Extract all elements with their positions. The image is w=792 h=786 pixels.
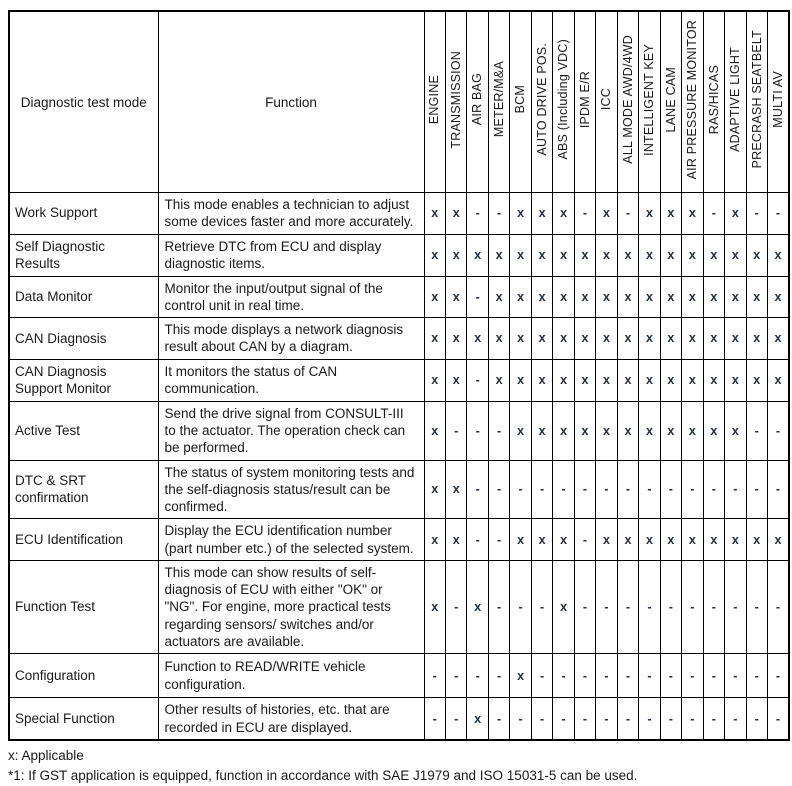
header-function: Function bbox=[158, 11, 424, 193]
header-diagnostic-test-mode: Diagnostic test mode bbox=[9, 11, 158, 193]
applicability-mark-cell: x bbox=[746, 234, 767, 276]
applicability-mark-cell: x bbox=[617, 234, 638, 276]
applicability-mark-cell: x bbox=[467, 698, 488, 740]
system-column-header bbox=[703, 11, 724, 193]
applicability-mark-cell: x bbox=[725, 401, 746, 460]
footnotes bbox=[8, 746, 790, 786]
applicability-mark-cell: - bbox=[703, 698, 724, 740]
applicability-mark-cell: x bbox=[703, 401, 724, 460]
applicability-mark-cell: x bbox=[510, 318, 531, 360]
system-label: BCM bbox=[513, 85, 528, 114]
applicability-mark-cell: x bbox=[725, 234, 746, 276]
applicability-mark-cell: x bbox=[424, 560, 445, 653]
system-column-header bbox=[617, 11, 638, 193]
applicability-mark-cell: x bbox=[768, 234, 790, 276]
applicability-mark-cell: x bbox=[467, 234, 488, 276]
applicability-mark-cell: - bbox=[574, 654, 595, 698]
applicability-mark-cell: x bbox=[424, 193, 445, 235]
diagnostic-mode-cell: CAN Diagnosis bbox=[9, 318, 158, 360]
applicability-mark-cell: - bbox=[639, 654, 660, 698]
applicability-mark-cell: - bbox=[488, 560, 509, 653]
applicability-mark-cell: - bbox=[467, 460, 488, 519]
applicability-mark-cell: - bbox=[682, 460, 703, 519]
applicability-mark-cell: x bbox=[682, 234, 703, 276]
applicability-mark-cell: x bbox=[768, 519, 790, 561]
applicability-mark-cell: x bbox=[703, 359, 724, 401]
applicability-mark-cell: x bbox=[445, 519, 466, 561]
applicability-mark-cell: - bbox=[660, 560, 681, 653]
applicability-mark-cell: x bbox=[768, 359, 790, 401]
applicability-mark-cell: x bbox=[424, 460, 445, 519]
system-column-header bbox=[510, 11, 531, 193]
applicability-mark-cell: - bbox=[488, 698, 509, 740]
function-cell: Retrieve DTC from ECU and display diagnostic items. bbox=[158, 234, 424, 276]
applicability-mark-cell: x bbox=[574, 234, 595, 276]
applicability-mark-cell: - bbox=[746, 654, 767, 698]
applicability-mark-cell: x bbox=[574, 276, 595, 318]
applicability-mark-cell: - bbox=[531, 654, 552, 698]
applicability-mark-cell: - bbox=[510, 560, 531, 653]
applicability-mark-cell: x bbox=[424, 276, 445, 318]
applicability-mark-cell: - bbox=[488, 193, 509, 235]
applicability-mark-cell: x bbox=[617, 276, 638, 318]
applicability-mark-cell: x bbox=[488, 276, 509, 318]
applicability-mark-cell: x bbox=[682, 401, 703, 460]
applicability-mark-cell: x bbox=[488, 318, 509, 360]
applicability-mark-cell: - bbox=[660, 460, 681, 519]
system-column-header bbox=[553, 11, 574, 193]
footnote-gst: *1: If GST application is equipped, function in accordance with SAE J1979 and ISO 15031-5 can be used. bbox=[8, 768, 638, 784]
applicability-mark-cell: x bbox=[510, 401, 531, 460]
applicability-mark-cell: - bbox=[725, 460, 746, 519]
system-label: IPDM E/R bbox=[577, 70, 592, 129]
footnote-applicable: x: Applicable bbox=[8, 747, 84, 763]
applicability-mark-cell: x bbox=[703, 318, 724, 360]
table-row bbox=[9, 193, 789, 235]
applicability-mark-cell: - bbox=[746, 460, 767, 519]
system-column-header bbox=[574, 11, 595, 193]
applicability-mark-cell: x bbox=[531, 318, 552, 360]
applicability-mark-cell: - bbox=[445, 698, 466, 740]
applicability-mark-cell: - bbox=[768, 654, 790, 698]
system-column-header bbox=[445, 11, 466, 193]
applicability-mark-cell: x bbox=[488, 234, 509, 276]
applicability-mark-cell: - bbox=[746, 560, 767, 653]
applicability-mark-cell: - bbox=[596, 654, 617, 698]
system-label: MULTI AV bbox=[770, 71, 785, 128]
applicability-mark-cell: x bbox=[682, 318, 703, 360]
applicability-mark-cell: - bbox=[768, 193, 790, 235]
applicability-mark-cell: x bbox=[531, 359, 552, 401]
applicability-mark-cell: - bbox=[553, 460, 574, 519]
system-column-header bbox=[660, 11, 681, 193]
system-column-header bbox=[768, 11, 790, 193]
table-row bbox=[9, 698, 789, 740]
system-column-header bbox=[531, 11, 552, 193]
table-row bbox=[9, 654, 789, 698]
applicability-mark-cell: - bbox=[574, 519, 595, 561]
applicability-mark-cell: x bbox=[639, 359, 660, 401]
applicability-mark-cell: x bbox=[639, 318, 660, 360]
system-column-header bbox=[424, 11, 445, 193]
function-cell: Other results of histories, etc. that are recorded in ECU are displayed. bbox=[158, 698, 424, 740]
applicability-mark-cell: x bbox=[424, 234, 445, 276]
applicability-mark-cell: - bbox=[467, 519, 488, 561]
applicability-mark-cell: - bbox=[725, 698, 746, 740]
function-cell: This mode can show results of self-diagnosis of ECU with either "OK" or "NG". For engine, more practical tests regarding sensors/ switches and/or actuators are available. bbox=[158, 560, 424, 653]
applicability-mark-cell: - bbox=[768, 560, 790, 653]
system-column-header bbox=[682, 11, 703, 193]
applicability-mark-cell: x bbox=[510, 234, 531, 276]
function-cell: This mode enables a technician to adjust some devices faster and more accurately. bbox=[158, 193, 424, 235]
applicability-mark-cell: x bbox=[660, 519, 681, 561]
applicability-mark-cell: - bbox=[488, 460, 509, 519]
applicability-mark-cell: x bbox=[553, 276, 574, 318]
applicability-mark-cell: - bbox=[467, 193, 488, 235]
applicability-mark-cell: x bbox=[682, 359, 703, 401]
applicability-mark-cell: x bbox=[510, 359, 531, 401]
applicability-mark-cell: x bbox=[553, 359, 574, 401]
system-label: METER/M&A bbox=[491, 61, 506, 138]
applicability-mark-cell: x bbox=[596, 359, 617, 401]
system-label: LANE CAM bbox=[663, 66, 678, 133]
applicability-mark-cell: x bbox=[510, 654, 531, 698]
applicability-mark-cell: x bbox=[703, 234, 724, 276]
applicability-mark-cell: x bbox=[553, 560, 574, 653]
applicability-mark-cell: - bbox=[596, 460, 617, 519]
applicability-mark-cell: x bbox=[488, 359, 509, 401]
diagnostic-mode-cell: Configuration bbox=[9, 654, 158, 698]
applicability-mark-cell: - bbox=[617, 560, 638, 653]
applicability-mark-cell: x bbox=[682, 276, 703, 318]
diagnostic-test-mode-table bbox=[8, 10, 790, 741]
applicability-mark-cell: - bbox=[424, 654, 445, 698]
applicability-mark-cell: - bbox=[445, 560, 466, 653]
diagnostic-mode-cell: Work Support bbox=[9, 193, 158, 235]
applicability-mark-cell: - bbox=[725, 560, 746, 653]
function-cell: This mode displays a network diagnosis result about CAN by a diagram. bbox=[158, 318, 424, 360]
applicability-mark-cell: - bbox=[746, 698, 767, 740]
header-row bbox=[9, 11, 789, 193]
applicability-mark-cell: x bbox=[725, 519, 746, 561]
applicability-mark-cell: x bbox=[531, 519, 552, 561]
applicability-mark-cell: x bbox=[531, 276, 552, 318]
applicability-mark-cell: x bbox=[725, 359, 746, 401]
applicability-mark-cell: - bbox=[660, 654, 681, 698]
applicability-mark-cell: - bbox=[617, 698, 638, 740]
applicability-mark-cell: x bbox=[617, 359, 638, 401]
applicability-mark-cell: x bbox=[467, 318, 488, 360]
applicability-mark-cell: x bbox=[445, 276, 466, 318]
applicability-mark-cell: x bbox=[639, 193, 660, 235]
applicability-mark-cell: x bbox=[746, 519, 767, 561]
applicability-mark-cell: x bbox=[660, 276, 681, 318]
table-row bbox=[9, 519, 789, 561]
applicability-mark-cell: - bbox=[574, 698, 595, 740]
applicability-mark-cell: - bbox=[467, 654, 488, 698]
applicability-mark-cell: - bbox=[574, 460, 595, 519]
applicability-mark-cell: x bbox=[553, 519, 574, 561]
applicability-mark-cell: x bbox=[617, 519, 638, 561]
applicability-mark-cell: - bbox=[703, 460, 724, 519]
applicability-mark-cell: - bbox=[725, 654, 746, 698]
applicability-mark-cell: x bbox=[617, 318, 638, 360]
applicability-mark-cell: x bbox=[424, 318, 445, 360]
function-cell: Monitor the input/output signal of the control unit in real time. bbox=[158, 276, 424, 318]
table-row bbox=[9, 359, 789, 401]
system-column-header bbox=[746, 11, 767, 193]
applicability-mark-cell: x bbox=[424, 359, 445, 401]
applicability-mark-cell: - bbox=[617, 193, 638, 235]
applicability-mark-cell: x bbox=[596, 276, 617, 318]
applicability-mark-cell: - bbox=[703, 193, 724, 235]
applicability-mark-cell: x bbox=[596, 234, 617, 276]
diagnostic-mode-cell: DTC & SRT confirmation bbox=[9, 460, 158, 519]
applicability-mark-cell: x bbox=[725, 318, 746, 360]
manual-page bbox=[8, 10, 790, 786]
applicability-mark-cell: - bbox=[531, 460, 552, 519]
diagnostic-mode-cell: Self Diagnostic Results bbox=[9, 234, 158, 276]
table-row bbox=[9, 560, 789, 653]
applicability-mark-cell: x bbox=[725, 193, 746, 235]
applicability-mark-cell: - bbox=[617, 654, 638, 698]
applicability-mark-cell: x bbox=[746, 318, 767, 360]
applicability-mark-cell: - bbox=[510, 460, 531, 519]
applicability-mark-cell: - bbox=[596, 560, 617, 653]
system-label: RAS/HICAS bbox=[706, 64, 721, 135]
applicability-mark-cell: - bbox=[660, 698, 681, 740]
applicability-mark-cell: x bbox=[617, 401, 638, 460]
applicability-mark-cell: x bbox=[574, 318, 595, 360]
applicability-mark-cell: x bbox=[510, 276, 531, 318]
diagnostic-mode-cell: CAN Diagnosis Support Monitor bbox=[9, 359, 158, 401]
diagnostic-mode-cell: ECU Identification bbox=[9, 519, 158, 561]
system-label: AIR BAG bbox=[470, 73, 485, 126]
applicability-mark-cell: x bbox=[746, 359, 767, 401]
applicability-mark-cell: x bbox=[746, 276, 767, 318]
applicability-mark-cell: - bbox=[445, 654, 466, 698]
applicability-mark-cell: - bbox=[445, 401, 466, 460]
system-label: INTELLIGENT KEY bbox=[642, 43, 657, 156]
applicability-mark-cell: x bbox=[639, 234, 660, 276]
table-row bbox=[9, 460, 789, 519]
function-cell: The status of system monitoring tests and the self-diagnosis status/result can be confirmed. bbox=[158, 460, 424, 519]
system-label: ICC bbox=[599, 88, 614, 111]
applicability-mark-cell: x bbox=[703, 519, 724, 561]
system-label: TRANSMISSION bbox=[448, 50, 463, 149]
applicability-mark-cell: - bbox=[639, 460, 660, 519]
applicability-mark-cell: x bbox=[639, 519, 660, 561]
applicability-mark-cell: - bbox=[682, 560, 703, 653]
function-cell: Function to READ/WRITE vehicle configuration. bbox=[158, 654, 424, 698]
system-label: ADAPTIVE LIGHT bbox=[728, 47, 743, 152]
applicability-mark-cell: - bbox=[488, 401, 509, 460]
system-label: ENGINE bbox=[427, 74, 442, 125]
applicability-mark-cell: x bbox=[445, 460, 466, 519]
applicability-mark-cell: x bbox=[424, 401, 445, 460]
table-row bbox=[9, 234, 789, 276]
system-column-header bbox=[467, 11, 488, 193]
applicability-mark-cell: x bbox=[660, 193, 681, 235]
applicability-mark-cell: - bbox=[553, 698, 574, 740]
applicability-mark-cell: x bbox=[768, 276, 790, 318]
diagnostic-mode-cell: Special Function bbox=[9, 698, 158, 740]
applicability-mark-cell: - bbox=[467, 276, 488, 318]
applicability-mark-cell: x bbox=[467, 560, 488, 653]
applicability-mark-cell: x bbox=[660, 401, 681, 460]
system-label: ALL MODE AWD/4WD bbox=[620, 35, 635, 164]
applicability-mark-cell: - bbox=[768, 698, 790, 740]
applicability-mark-cell: x bbox=[574, 401, 595, 460]
system-label: AIR PRESSURE MONITOR bbox=[685, 19, 700, 180]
applicability-mark-cell: x bbox=[531, 193, 552, 235]
applicability-mark-cell: - bbox=[703, 560, 724, 653]
diagnostic-mode-cell: Active Test bbox=[9, 401, 158, 460]
applicability-mark-cell: - bbox=[746, 193, 767, 235]
applicability-mark-cell: - bbox=[424, 698, 445, 740]
applicability-mark-cell: - bbox=[488, 654, 509, 698]
applicability-mark-cell: - bbox=[617, 460, 638, 519]
applicability-mark-cell: x bbox=[725, 276, 746, 318]
applicability-mark-cell: x bbox=[510, 193, 531, 235]
system-column-header bbox=[488, 11, 509, 193]
applicability-mark-cell: x bbox=[660, 234, 681, 276]
function-cell: Display the ECU identification number (part number etc.) of the selected system. bbox=[158, 519, 424, 561]
applicability-mark-cell: - bbox=[639, 560, 660, 653]
applicability-mark-cell: x bbox=[445, 359, 466, 401]
applicability-mark-cell: - bbox=[531, 698, 552, 740]
applicability-mark-cell: - bbox=[467, 359, 488, 401]
applicability-mark-cell: - bbox=[746, 401, 767, 460]
system-label: AUTO DRIVE POS. bbox=[534, 43, 549, 156]
applicability-mark-cell: x bbox=[660, 359, 681, 401]
applicability-mark-cell: x bbox=[703, 276, 724, 318]
applicability-mark-cell: - bbox=[682, 654, 703, 698]
applicability-mark-cell: x bbox=[531, 401, 552, 460]
applicability-mark-cell: x bbox=[660, 318, 681, 360]
applicability-mark-cell: x bbox=[531, 234, 552, 276]
applicability-mark-cell: - bbox=[574, 193, 595, 235]
applicability-mark-cell: x bbox=[553, 193, 574, 235]
applicability-mark-cell: - bbox=[682, 698, 703, 740]
applicability-mark-cell: x bbox=[574, 359, 595, 401]
system-column-header bbox=[596, 11, 617, 193]
applicability-mark-cell: x bbox=[510, 519, 531, 561]
applicability-mark-cell: x bbox=[768, 318, 790, 360]
system-label: ABS (Including VDC) bbox=[556, 39, 571, 160]
applicability-mark-cell: - bbox=[531, 560, 552, 653]
applicability-mark-cell: - bbox=[596, 698, 617, 740]
applicability-mark-cell: - bbox=[768, 401, 790, 460]
applicability-mark-cell: x bbox=[596, 318, 617, 360]
applicability-mark-cell: x bbox=[639, 401, 660, 460]
table-row bbox=[9, 401, 789, 460]
applicability-mark-cell: x bbox=[445, 193, 466, 235]
applicability-mark-cell: x bbox=[445, 234, 466, 276]
applicability-mark-cell: x bbox=[424, 519, 445, 561]
applicability-mark-cell: - bbox=[639, 698, 660, 740]
system-column-header bbox=[639, 11, 660, 193]
applicability-mark-cell: - bbox=[768, 460, 790, 519]
applicability-mark-cell: x bbox=[596, 519, 617, 561]
applicability-mark-cell: x bbox=[553, 318, 574, 360]
applicability-mark-cell: - bbox=[488, 519, 509, 561]
applicability-mark-cell: x bbox=[682, 519, 703, 561]
applicability-mark-cell: - bbox=[467, 401, 488, 460]
system-column-header bbox=[725, 11, 746, 193]
applicability-mark-cell: - bbox=[510, 698, 531, 740]
diagnostic-mode-cell: Function Test bbox=[9, 560, 158, 653]
applicability-mark-cell: - bbox=[703, 654, 724, 698]
applicability-mark-cell: - bbox=[553, 654, 574, 698]
applicability-mark-cell: x bbox=[596, 401, 617, 460]
applicability-mark-cell: x bbox=[445, 318, 466, 360]
applicability-mark-cell: x bbox=[553, 234, 574, 276]
system-label: PRECRASH SEATBELT bbox=[749, 30, 764, 169]
applicability-mark-cell: x bbox=[553, 401, 574, 460]
function-cell: Send the drive signal from CONSULT-III to the actuator. The operation check can be performed. bbox=[158, 401, 424, 460]
applicability-mark-cell: x bbox=[639, 276, 660, 318]
applicability-mark-cell: x bbox=[596, 193, 617, 235]
applicability-mark-cell: - bbox=[574, 560, 595, 653]
diagnostic-mode-cell: Data Monitor bbox=[9, 276, 158, 318]
applicability-mark-cell: x bbox=[682, 193, 703, 235]
table-row bbox=[9, 318, 789, 360]
function-cell: It monitors the status of CAN communication. bbox=[158, 359, 424, 401]
table-row bbox=[9, 276, 789, 318]
